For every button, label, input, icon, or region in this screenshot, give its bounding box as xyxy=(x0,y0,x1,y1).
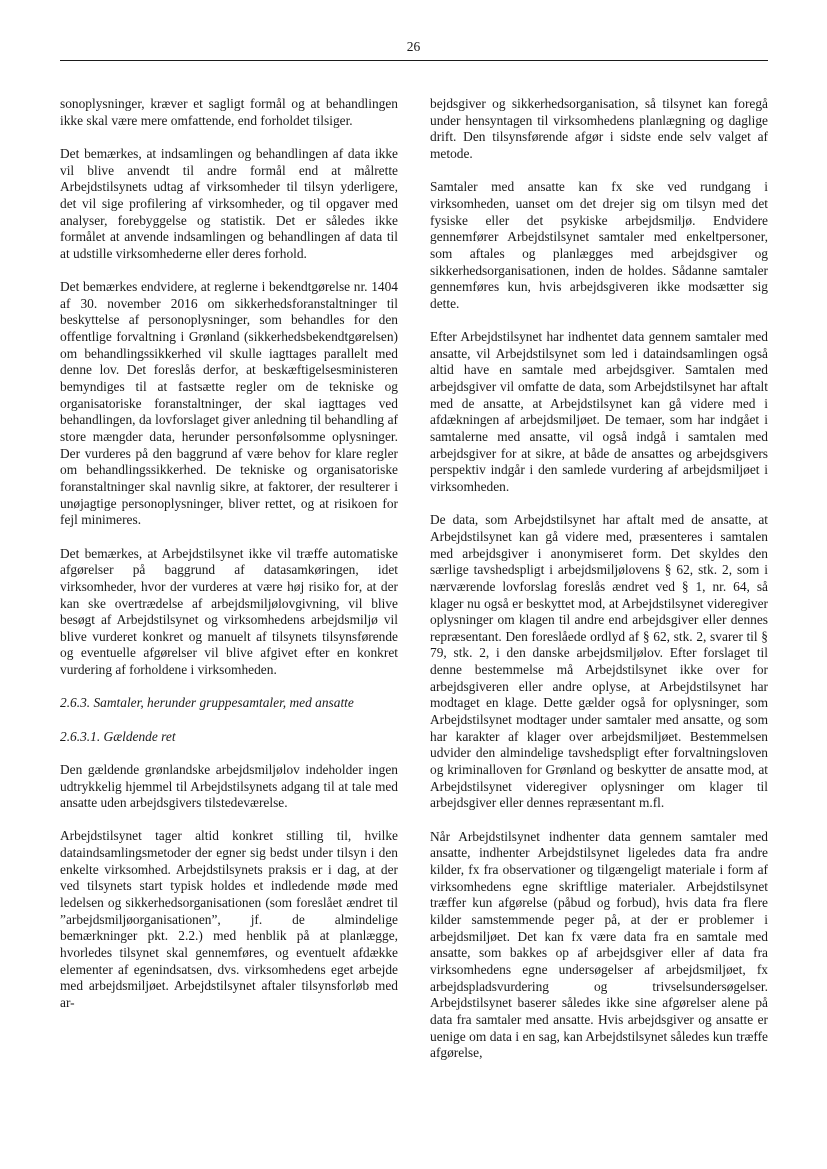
page-number: 26 xyxy=(406,39,421,54)
paragraph: Det bemærkes endvidere, at reglerne i bekendtgørelse nr. 1404 af 30. november 2016 om sikkerhedsforanstaltninger til beskyttelse af personoplysninger, som behandles for den offentlige forvaltning i Grønland (sikkerhedsbekendtgørelsen) om behandlingssikkerhed vil skulle iagttages parallelt med denne lov. Det foreslås derfor, at beskæftigelsesministeren bemyndiges til at fastsætte regler om de tekniske og organisatoriske foranstaltninger, der skal iagttages ved behandlingen, da lovforslaget giver anledning til behandling af store mængder data, herunder personfølsomme oplysninger. Der vurderes på den baggrund af være behov for klare regler om behandlingssikkerhed. De tekniske og organisatoriske foranstaltninger skal navnlig sikre, at faktorer, der resulterer i unøjagtige personoplysninger, bliver rettet, og at risikoen for fejl minimeres. xyxy=(60,279,398,528)
paragraph: De data, som Arbejdstilsynet har aftalt med de ansatte, at Arbejdstilsynet kan gå videre med, præsenteres i samtalen med arbejdsgiver i anonymiseret form. Det skyldes den særlige tavshedspligt i arbejdsmiljølovens § 62, stk. 2, som i nærværende lovforslag foreslås ændret ved § 1, nr. 64, så klager nu også er beskyttet mod, at Arbejdstilsynet videregiver oplysninger om klagen til andre end arbejdsgiver eller dennes repræsentant. Den foreslåede ordlyd af § 62, stk. 2, svarer til § 79, stk. 2, i den danske arbejdsmiljølov. Efter forslaget til denne bestemmelse må Arbejdstilsynet ikke over for arbejdsgiveren eller andre oplyse, at Arbejdstilsynet har modtaget en klage. Dette gælder også for oplysninger, som Arbejdstilsynet modtager under samtaler med ansatte, og som har karakter af klager over arbejdsmiljøet. Bestemmelsen udvider den almindelige tavshedspligt efter forvaltningsloven og kriminalloven for Grønland og beskytter de ansatte mod, at Arbejdstilsynet videregiver oplysninger om klager til arbejdsgiver eller dennes repræsentant m.fl. xyxy=(430,512,768,811)
paragraph: Den gældende grønlandske arbejdsmiljølov indeholder ingen udtrykkelig hjemmel til Arbejdstilsynets adgang til at tale med ansatte uden arbejdsgivers tilstedeværelse. xyxy=(60,761,398,811)
right-column xyxy=(430,96,768,1062)
paragraph: Samtaler med ansatte kan fx ske ved rundgang i virksomheden, uanset om det drejer sig om tilsyn med det fysiske eller det psykiske arbejdsmiljø. Endvidere gennemfører Arbejdstilsynet samtaler med enkeltpersoner, som aftales og planlægges med arbejdsgiver og sikkerhedsorganisationen, inden de holdes. Sådanne samtaler gennemføres kun, hvis arbejdsgiveren ikke modsætter sig dette. xyxy=(430,179,768,311)
paragraph: sonoplysninger, kræver et sagligt formål og at behandlingen ikke skal være mere omfattende, end forholdet tilsiger. xyxy=(60,96,398,128)
paragraph: Efter Arbejdstilsynet har indhentet data gennem samtaler med ansatte, vil Arbejdstilsynet som led i dataindsamlingen også altid have en samtale med arbejdsgiver. Samtalen med arbejdsgiver vil omfatte de data, som Arbejdstilsynet har aftalt med de ansatte, at Arbejdstilsynet kan gå videre med i afdækningen af arbejdsmiljøet. De temaer, som har indgået i samtalerne med ansatte, vil også indgå i samtalen med arbejdsgiver for at sikre, at både de ansattes og arbejdsgivers perspektiv indgår i den samlede vurdering af arbejdsmiljøet i virksomheden. xyxy=(430,329,768,494)
section-heading: 2.6.3. Samtaler, herunder gruppesamtaler, med ansatte xyxy=(60,695,354,711)
paragraph: bejdsgiver og sikkerhedsorganisation, så tilsynet kan foregå under hensyntagen til virksomhedens planlægning og daglige drift. Den tilsynsførende afgør i sidste ende selv valget af metode. xyxy=(430,96,768,161)
paragraph: Det bemærkes, at Arbejdstilsynet ikke vil træffe automatiske afgørelser på baggrund af datasamkøringen, idet virksomheder, hvor der vurderes at være høj risiko for, at der kan ske overtrædelse af arbejdsmiljølovgivning, vil blive besøgt af Arbejdstilsynet og virksomhedens arbejdsmiljø vil blive vurderet konkret og manuelt af tilsynets tilsynsførende og eventuelle afgørelser vil blive afgivet efter en konkret vurdering af forholdene i virksomheden. xyxy=(60,545,398,678)
subsection-heading: 2.6.3.1. Gældende ret xyxy=(60,728,176,744)
header-rule xyxy=(60,60,768,61)
paragraph: Arbejdstilsynet tager altid konkret stilling til, hvilke dataindsamlingsmetoder der egner sig bedst under tilsyn i den enkelte virksomhed. Arbejdstilsynets praksis er i dag, at der ved tilsynets start typisk holdes et indledende møde med ledelsen og sikkerhedsorganisationen (som foreslået ændret til ”arbejdsmiljøorganisationen”, jf. de almindelige bemærkninger pkt. 2.2.) med henblik på at planlægge, hvorledes tilsynet skal gennemføres, og eventuelt afdække elementer af egenindsatsen, dvs. virksomhedens eget arbejde med arbejdsmiljøet. Arbejdstilsynet aftaler tilsynsforløb med ar- xyxy=(60,828,398,1010)
paragraph: Når Arbejdstilsynet indhenter data gennem samtaler med ansatte, indhenter Arbejdstilsynet ligeledes data fra andre kilder, fx fra observationer og tilgængeligt materiale i form af virksomhedens egne skriftlige materialer. Arbejdstilsynet træffer kun afgørelse (påbud og forbud), hvis data fra flere kilder samstemmende peger på, at der er problemer i arbejdsmiljøet. Det kan fx være data fra en samtale med ansatte, som bakkes op af arbejdsgiver eller af data fra virksomhedens egne undersøgelser af arbejdsmiljøet, fx arbejdspladsvurdering og trivselsundersøgelser. Arbejdstilsynet baserer således ikke sine afgørelser alene på data fra samtaler med ansatte. Hvis arbejdsgiver og ansatte er uenige om data i en sag, kan Arbejdstilsynet således kun træffe afgørelse, xyxy=(430,828,768,1061)
left-column xyxy=(60,96,398,1012)
paragraph: Det bemærkes, at indsamlingen og behandlingen af data ikke vil blive anvendt til andre formål end at målrette Arbejdstilsynets udtag af virksomheder til tilsyn yderligere, det vil sige profilering af virksomheder, og til opgaver med analyser, forebyggelse og statistik. Det er således ikke formålet at anvende indsamlingen og behandlingen af data til at udstille virksomhederne eller deres forhold. xyxy=(60,145,398,261)
